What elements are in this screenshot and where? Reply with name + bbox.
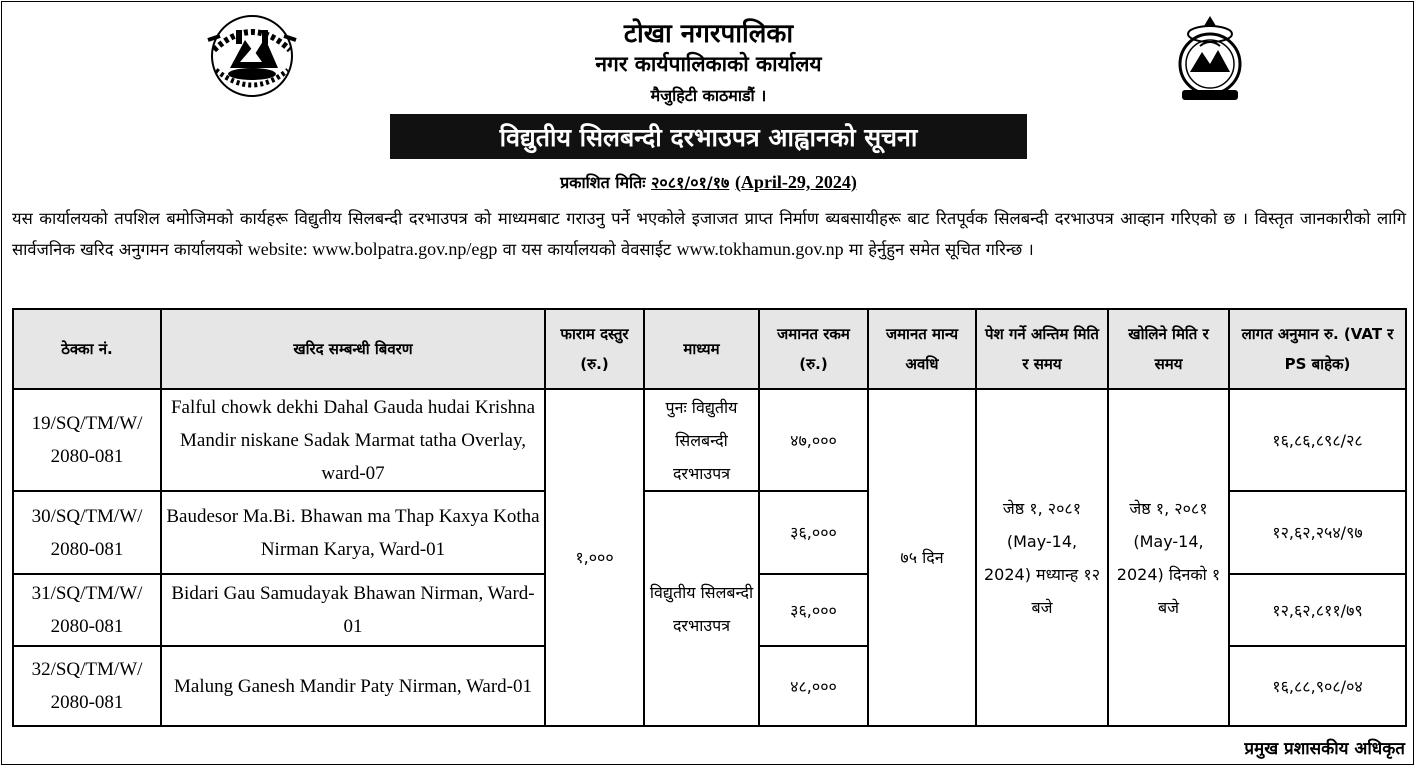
notice-title: विद्युतीय सिलबन्दी दरभाउपत्र आह्वानको सूचना — [390, 114, 1027, 159]
header-contract-no: ठेक्का नं. — [13, 309, 161, 389]
deposit: ४८,००० — [759, 646, 868, 726]
table-row — [13, 389, 1406, 491]
medium: विद्युतीय सिलबन्दी दरभाउपत्र — [644, 491, 759, 726]
validity: ७५ दिन — [868, 389, 976, 726]
header-opening: खोलिने मिति र समय — [1108, 309, 1229, 389]
table-header-row — [13, 309, 1406, 389]
contract-no: 19/SQ/TM/W/ 2080-081 — [13, 389, 161, 491]
estimate: १२,६२,२५४/९७ — [1229, 491, 1406, 574]
intro-paragraph — [12, 204, 1406, 265]
deposit: ३६,००० — [759, 491, 868, 574]
estimate: १२,६२,८११/७९ — [1229, 574, 1406, 646]
header-form-fee: फाराम दस्तुर (रु.) — [545, 309, 644, 389]
description: Malung Ganesh Mandir Paty Nirman, Ward-01 — [161, 646, 545, 726]
estimate: १६,८६,८९८/२८ — [1229, 389, 1406, 491]
description: Baudesor Ma.Bi. Bhawan ma Thap Kaxya Kotha Nirman Karya, Ward-01 — [161, 491, 545, 574]
header-medium: माध्यम — [644, 309, 759, 389]
tokha-website-link[interactable]: www.tokhamun.gov.np — [676, 239, 844, 259]
deposit: ३६,००० — [759, 574, 868, 646]
published-date-en: (April-29, 2024) — [734, 172, 857, 192]
published-label: प्रकाशित मितिः — [560, 173, 646, 192]
intro-text-1: यस कार्यालयको तपशिल बमोजिमको कार्यहरू विद्युतीय सिलबन्दी दरभाउपत्र को माध्यमबाट गराउनु पर्ने भएकोले इजाजत प्राप्त निर्माण ब्यबसायीहरू बाट रितपूर्वक सिलबन्दी दरभाउपत्र आव्हान गरिएको छ । विस्तृत जानकारीको लागि सार्वजनिक खरिद अनुगमन कार्यालयको — [12, 209, 1406, 259]
signatory: प्रमुख प्रशासकीय अधिकृत — [1244, 739, 1405, 759]
estimate: १६,८८,९०८/०४ — [1229, 646, 1406, 726]
form-fee: १,००० — [545, 389, 644, 726]
intro-text-3: मा हेर्नुहुन समेत सूचित गरिन्छ । — [848, 240, 1034, 259]
published-date-np: २०८१/०१/१७ — [651, 173, 730, 192]
contract-no: 30/SQ/TM/W/ 2080-081 — [13, 491, 161, 574]
contract-no: 31/SQ/TM/W/ 2080-081 — [13, 574, 161, 646]
deadline: जेष्ठ १, २०८१ (May-14, 2024) मध्यान्ह १२ बजे — [976, 389, 1108, 726]
office-address: मैजुहिटी काठमाडौं । — [650, 86, 767, 105]
header-validity: जमानत मान्य अवधि — [868, 309, 976, 389]
header-estimate: लागत अनुमान रु. (VAT र PS बाहेक) — [1229, 309, 1406, 389]
description: Falful chowk dekhi Dahal Gauda hudai Krishna Mandir niskane Sadak Marmat tatha Overlay, ward-07 — [161, 389, 545, 491]
header-deposit: जमानत रकम (रु.) — [759, 309, 868, 389]
tender-table — [12, 308, 1407, 727]
header-deadline: पेश गर्ने अन्तिम मिति र समय — [976, 309, 1108, 389]
header-description: खरिद सम्बन्धी बिवरण — [161, 309, 545, 389]
office-subtitle: नगर कार्यपालिकाको कार्यालय — [595, 52, 822, 76]
bolpatra-website-link[interactable]: website: www.bolpatra.gov.np/egp — [247, 239, 498, 259]
intro-text-2: वा यस कार्यालयको वेवसाईट — [502, 240, 672, 259]
office-name: टोखा नगरपालिका — [623, 19, 794, 49]
contract-no: 32/SQ/TM/W/ 2080-081 — [13, 646, 161, 726]
published-date — [0, 171, 1417, 193]
deposit: ४७,००० — [759, 389, 868, 491]
medium: पुनः विद्युतीय सिलबन्दी दरभाउपत्र — [644, 389, 759, 491]
opening: जेष्ठ १, २०८१ (May-14, 2024) दिनको १ बजे — [1108, 389, 1229, 726]
description: Bidari Gau Samudayak Bhawan Nirman, Ward-01 — [161, 574, 545, 646]
